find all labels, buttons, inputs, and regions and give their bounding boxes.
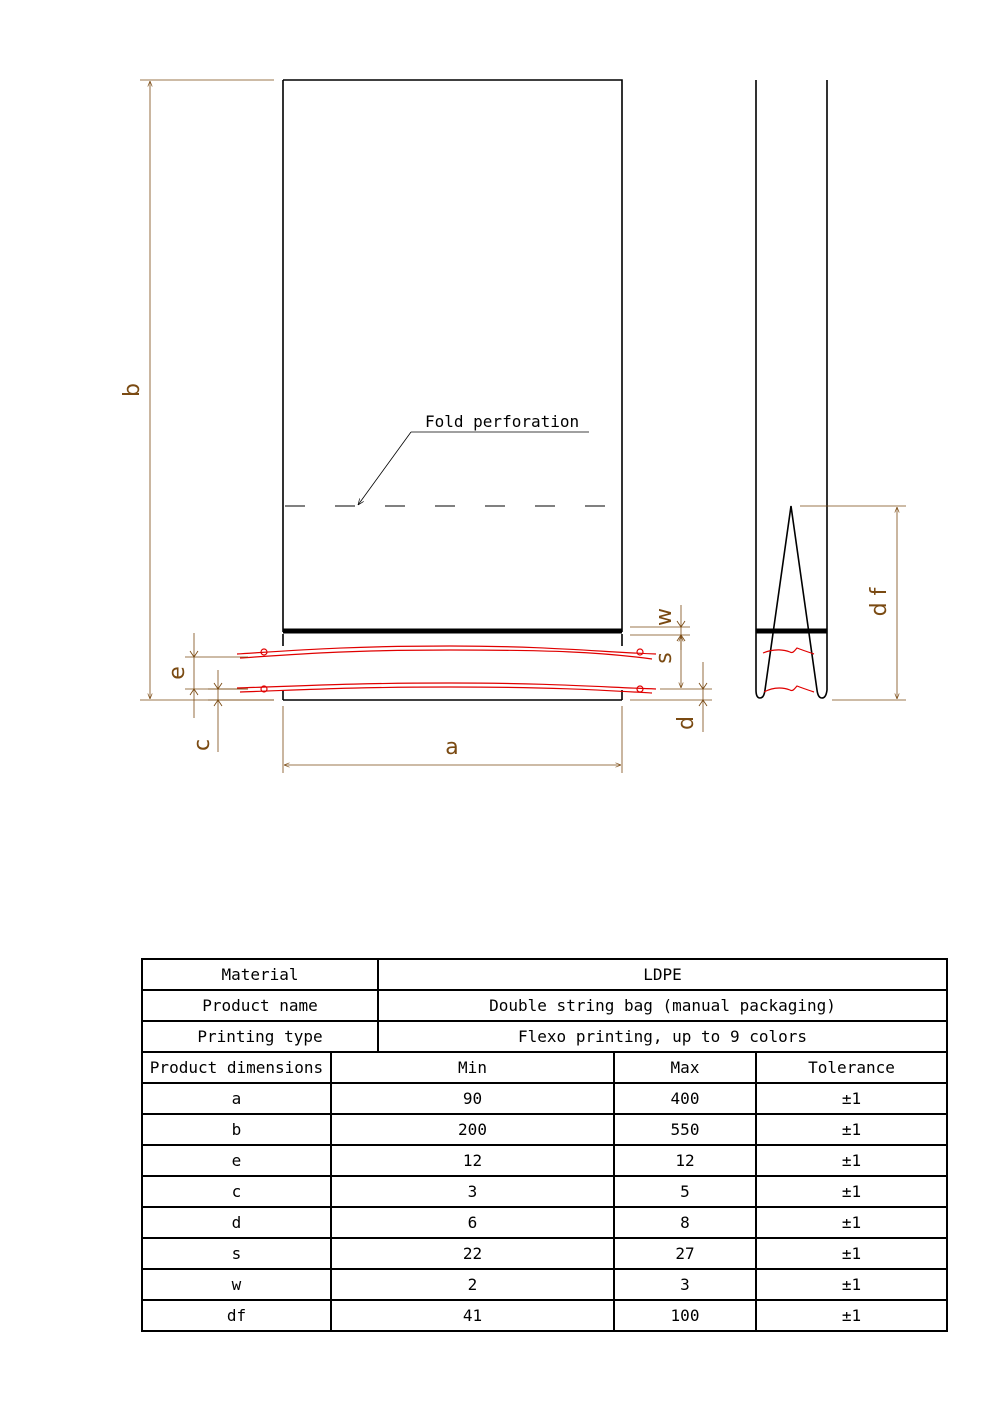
- cell-min: 90: [331, 1083, 614, 1114]
- cell-dimension: b: [142, 1114, 331, 1145]
- drawstring-lower: [237, 683, 656, 693]
- dim-label-e: e: [165, 666, 190, 680]
- cell-tolerance: ±1: [756, 1238, 947, 1269]
- cell-max: 100: [614, 1300, 756, 1331]
- cell-max: 5: [614, 1176, 756, 1207]
- dimension-c: [190, 670, 274, 752]
- info-label: Material: [142, 959, 378, 990]
- info-row-product-name: [142, 990, 947, 1021]
- cell-tolerance: ±1: [756, 1083, 947, 1114]
- header-max: Max: [614, 1052, 756, 1083]
- bag-lower-edges: [283, 634, 622, 700]
- dim-label-a: a: [445, 735, 459, 760]
- info-label: Product name: [142, 990, 378, 1021]
- fold-perforation-callout: [358, 412, 589, 505]
- front-view: [120, 80, 712, 773]
- specification-table: [141, 958, 948, 1332]
- cell-min: 2: [331, 1269, 614, 1300]
- dim-label-b: b: [120, 383, 145, 397]
- drawstring-upper: [237, 646, 656, 659]
- cell-max: 3: [614, 1269, 756, 1300]
- table-row: [142, 1114, 947, 1145]
- cell-dimension: e: [142, 1145, 331, 1176]
- dimension-b: [120, 80, 274, 700]
- bag-outline: [283, 80, 622, 632]
- info-value: Double string bag (manual packaging): [378, 990, 947, 1021]
- cell-dimension: w: [142, 1269, 331, 1300]
- cell-min: 12: [331, 1145, 614, 1176]
- info-value: LDPE: [378, 959, 947, 990]
- side-string-lower: [764, 686, 814, 692]
- table-row: [142, 1083, 947, 1114]
- info-row-printing-type: [142, 1021, 947, 1052]
- dimension-e: [165, 633, 248, 718]
- cell-min: 3: [331, 1176, 614, 1207]
- info-value: Flexo printing, up to 9 colors: [378, 1021, 947, 1052]
- cell-max: 8: [614, 1207, 756, 1238]
- table-row: [142, 1207, 947, 1238]
- dim-label-c: c: [190, 738, 215, 752]
- table-header-row: [142, 1052, 947, 1083]
- info-label: Printing type: [142, 1021, 378, 1052]
- dimension-df: [800, 506, 906, 700]
- cell-max: 400: [614, 1083, 756, 1114]
- cell-dimension: c: [142, 1176, 331, 1207]
- dimension-a: [283, 706, 622, 773]
- side-view: [756, 80, 906, 700]
- cell-tolerance: ±1: [756, 1114, 947, 1145]
- header-min: Min: [331, 1052, 614, 1083]
- dim-label-w: w: [652, 608, 677, 626]
- cell-max: 12: [614, 1145, 756, 1176]
- cell-min: 22: [331, 1238, 614, 1269]
- dim-label-s: s: [652, 652, 677, 664]
- header-tolerance: Tolerance: [756, 1052, 947, 1083]
- table-row: [142, 1269, 947, 1300]
- cell-min: 41: [331, 1300, 614, 1331]
- dim-label-df: d f: [867, 587, 892, 617]
- cell-dimension: d: [142, 1207, 331, 1238]
- info-row-material: [142, 959, 947, 990]
- dim-label-d: d: [674, 716, 699, 730]
- cell-tolerance: ±1: [756, 1176, 947, 1207]
- cell-tolerance: ±1: [756, 1300, 947, 1331]
- table-row: [142, 1176, 947, 1207]
- cell-min: 200: [331, 1114, 614, 1145]
- fold-perforation-label: Fold perforation: [425, 412, 580, 431]
- dimension-d: [630, 662, 712, 732]
- header-product-dimensions: Product dimensions: [142, 1052, 331, 1083]
- table-row: [142, 1238, 947, 1269]
- side-outline: [756, 80, 827, 698]
- cell-max: 27: [614, 1238, 756, 1269]
- cell-tolerance: ±1: [756, 1269, 947, 1300]
- cell-min: 6: [331, 1207, 614, 1238]
- cell-tolerance: ±1: [756, 1207, 947, 1238]
- cell-tolerance: ±1: [756, 1145, 947, 1176]
- cell-dimension: a: [142, 1083, 331, 1114]
- table-row: [142, 1145, 947, 1176]
- table-row: [142, 1300, 947, 1331]
- cell-dimension: s: [142, 1238, 331, 1269]
- cell-max: 550: [614, 1114, 756, 1145]
- cell-dimension: df: [142, 1300, 331, 1331]
